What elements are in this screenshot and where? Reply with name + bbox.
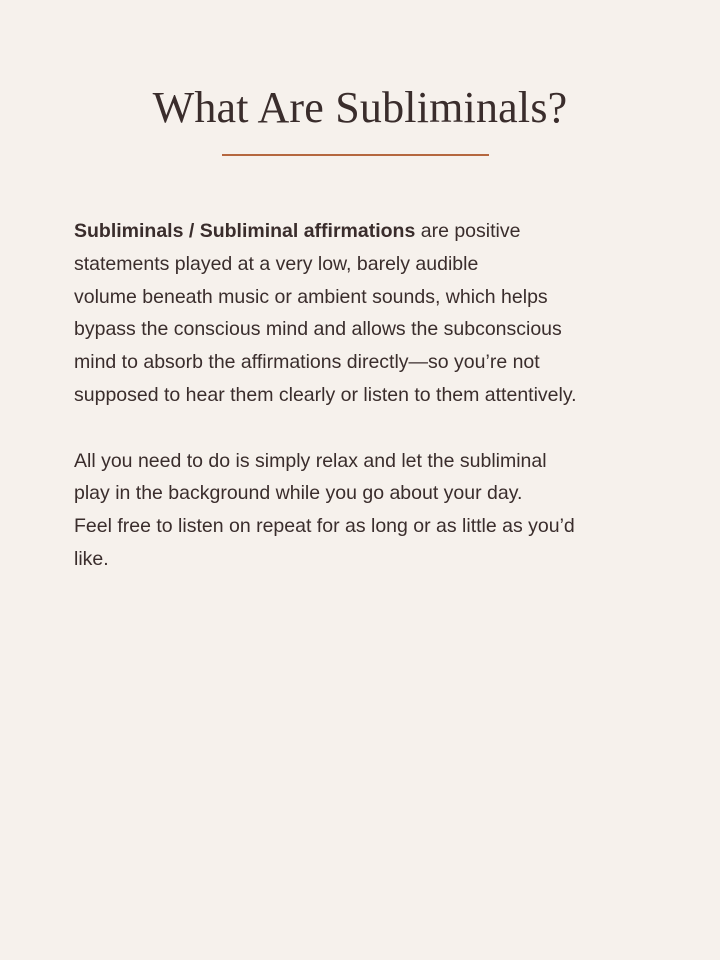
- paragraph-line: statements played at a very low, barely audible: [74, 252, 479, 275]
- paragraph-line: like.: [74, 547, 109, 570]
- body-content: [74, 215, 664, 576]
- paragraph-line: Feel free to listen on repeat for as long or as little as you’d: [74, 515, 575, 538]
- paragraph-line: play in the background while you go about your day.: [74, 482, 523, 505]
- line-text: are positive: [415, 220, 521, 242]
- paragraph-line: volume beneath music or ambient sounds, which helps: [74, 285, 548, 308]
- paragraph-line: All you need to do is simply relax and let the subliminal: [74, 449, 547, 472]
- paragraph-line: mind to absorb the affirmations directly—so you’re not: [74, 351, 540, 374]
- paragraph-line: [74, 215, 664, 248]
- paragraph-line: bypass the conscious mind and allows the subconscious: [74, 318, 562, 341]
- page-title: What Are Subliminals?: [152, 83, 568, 132]
- paragraph-line: supposed to hear them clearly or listen to them attentively.: [74, 383, 577, 406]
- title-divider: [222, 154, 489, 156]
- paragraph-definition: [74, 215, 664, 412]
- paragraph-instructions: [74, 445, 664, 576]
- bold-lead-text: Subliminals / Subliminal affirmations: [74, 220, 416, 242]
